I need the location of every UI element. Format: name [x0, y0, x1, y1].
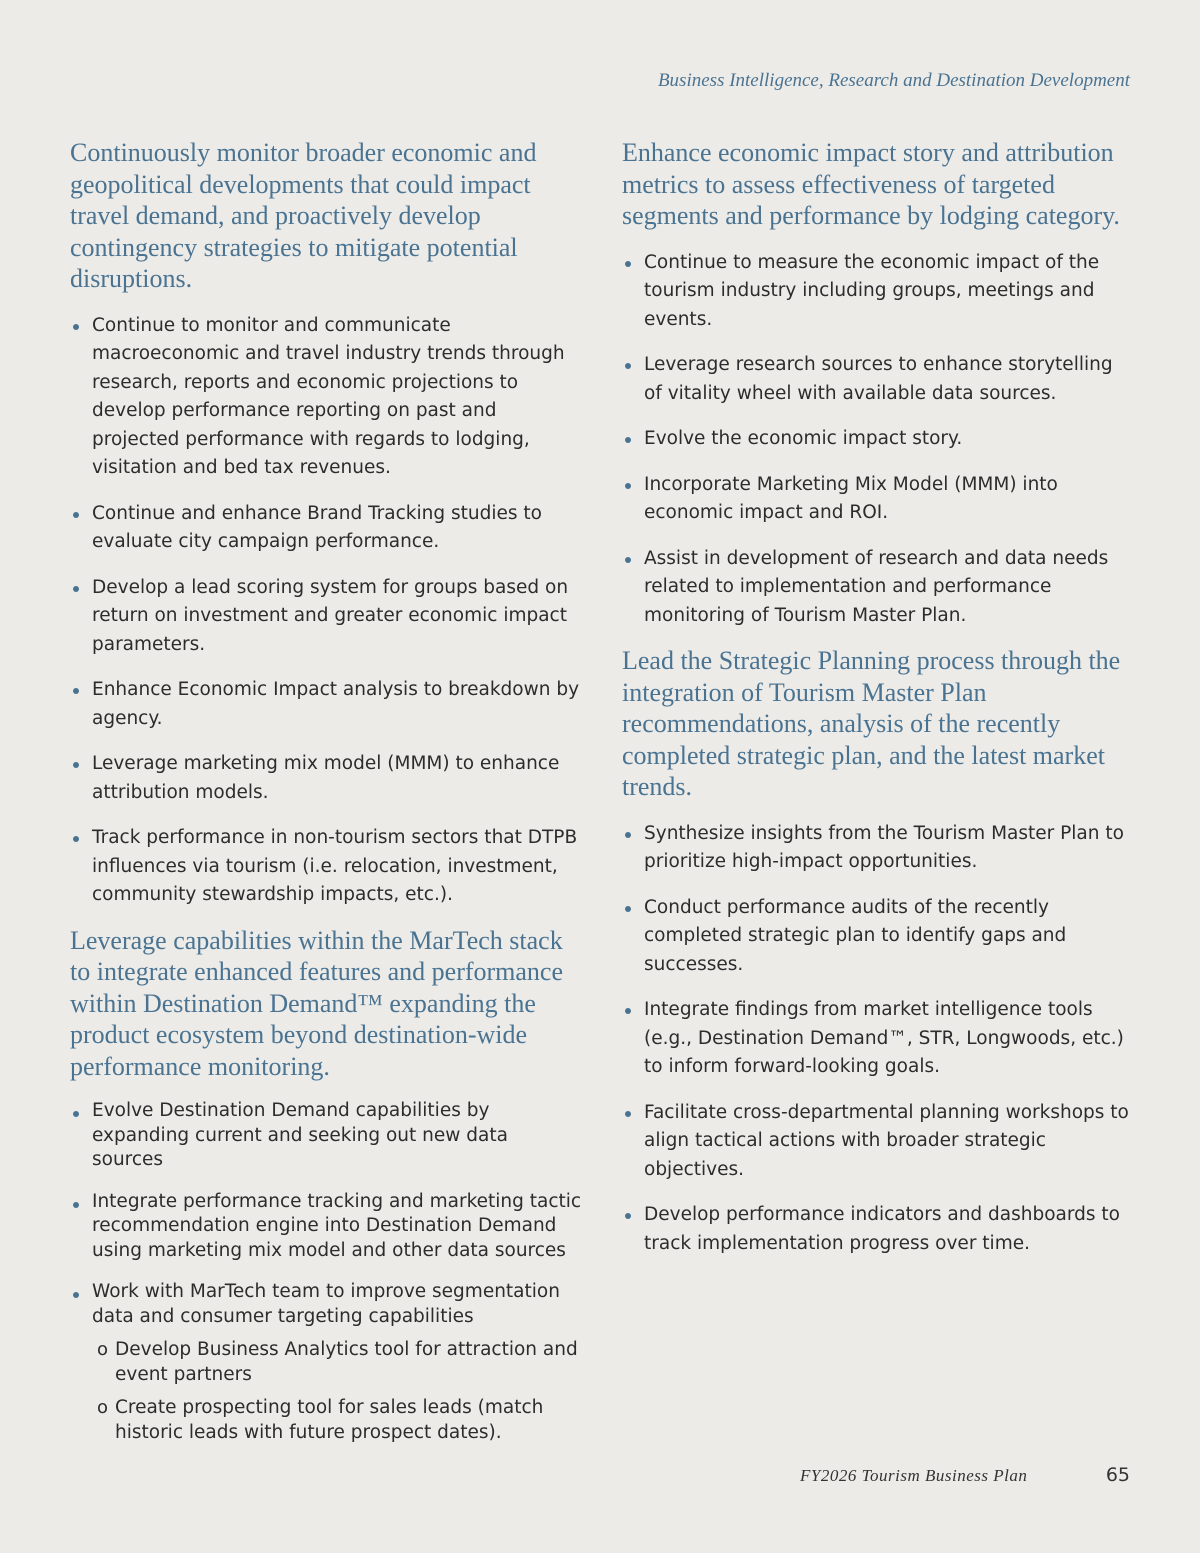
list-item: Synthesize insights from the Tourism Master Plan to prioritize high-impact opportunities.: [622, 820, 1132, 877]
bullet-list: [70, 1099, 582, 1445]
sub-list-item: o Create prospecting tool for sales leads (match historic leads with future prospect dates).: [92, 1395, 582, 1445]
list-item: Assist in development of research and data needs related to implementation and performance monitoring of Tourism Master Plan.: [622, 545, 1132, 631]
list-item: Evolve Destination Demand capabilities by expanding current and seeking out new data sources: [70, 1099, 582, 1173]
left-column: [70, 137, 582, 1462]
list-item: Facilitate cross-departmental planning workshops to align tactical actions with broader strategic objectives.: [622, 1099, 1132, 1185]
list-item: Incorporate Marketing Mix Model (MMM) into economic impact and ROI.: [622, 471, 1132, 528]
bullet-list: [70, 312, 582, 910]
section-heading: Enhance economic impact story and attribution metrics to assess effectiveness of targeted segments and performance by lodging category.: [622, 138, 1120, 230]
section-heading: Leverage capabilities within the MarTech stack to integrate enhanced features and performance within Destination Demand™ expanding the product ecosystem beyond destination-wide performance monitoring.: [70, 925, 564, 1081]
list-item: Continue to measure the economic impact of the tourism industry including groups, meetings and events.: [622, 249, 1132, 335]
list-item: Integrate performance tracking and marketing tactic recommendation engine into Destination Demand using marketing mix model and other data sources: [70, 1190, 582, 1264]
section-heading: Lead the Strategic Planning process through the integration of Tourism Master Plan recommendations, analysis of the recently completed strategic plan, and the latest market trends.: [622, 646, 1121, 801]
bullet-list: [622, 820, 1132, 1259]
list-item: Develop a lead scoring system for groups based on return on investment and greater economic impact parameters.: [70, 574, 582, 660]
list-item: Evolve the economic impact story.: [622, 425, 1132, 454]
footer-title: FY2026 Tourism Business Plan: [800, 1466, 1028, 1485]
list-item: Leverage marketing mix model (MMM) to enhance attribution models.: [70, 750, 582, 807]
list-item-text: Work with MarTech team to improve segmentation data and consumer targeting capabilities: [92, 1281, 560, 1327]
section-header: Business Intelligence, Research and Destination Development: [657, 70, 1130, 91]
list-item: Enhance Economic Impact analysis to breakdown by agency.: [70, 676, 582, 733]
list-item: Conduct performance audits of the recently completed strategic plan to identify gaps and successes.: [622, 894, 1132, 980]
bullet-list: [622, 249, 1132, 631]
list-item: Integrate findings from market intelligence tools (e.g., Destination Demand™, STR, Longwoods, etc.) to inform forward-looking goals.: [622, 996, 1132, 1082]
list-item: Leverage research sources to enhance storytelling of vitality wheel with available data sources.: [622, 351, 1132, 408]
list-item: Continue and enhance Brand Tracking studies to evaluate city campaign performance.: [70, 500, 582, 557]
list-item: [70, 1280, 582, 1445]
page-number: 65: [1105, 1464, 1130, 1486]
list-item: Continue to monitor and communicate macroeconomic and travel industry trends through research, reports and economic projections to develop performance reporting on past and projected performance with regards to lodging, visitation and bed tax revenues.: [70, 312, 582, 483]
right-column: [622, 137, 1132, 1275]
list-item: Develop performance indicators and dashboards to track implementation progress over time.: [622, 1201, 1132, 1258]
sub-bullet-list: [92, 1337, 582, 1445]
sub-list-item: o Develop Business Analytics tool for attraction and event partners: [92, 1337, 582, 1387]
section-heading: Continuously monitor broader economic and geopolitical developments that could impact travel demand, and proactively develop contingency strategies to mitigate potential disruptions.: [70, 138, 537, 293]
list-item: Track performance in non-tourism sectors that DTPB influences via tourism (i.e. relocation, investment, community stewardship impacts, etc.).: [70, 824, 582, 910]
